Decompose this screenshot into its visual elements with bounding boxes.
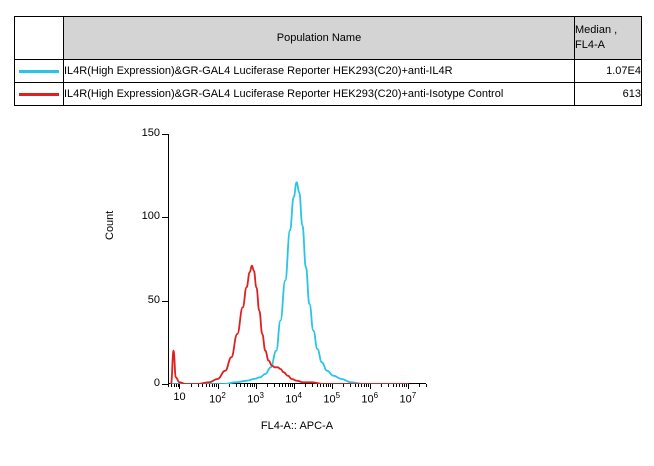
x-minor-tick-mark bbox=[240, 384, 241, 387]
x-minor-tick-mark bbox=[317, 384, 318, 387]
x-minor-tick-mark bbox=[350, 384, 351, 387]
x-minor-tick-mark bbox=[388, 384, 389, 387]
x-minor-tick-mark bbox=[247, 384, 248, 387]
x-minor-tick-mark bbox=[366, 384, 367, 387]
table-row[interactable] bbox=[15, 60, 642, 83]
legend-header-swatch bbox=[15, 17, 64, 60]
x-minor-tick-mark bbox=[218, 384, 219, 389]
legend-header-population-name: Population Name bbox=[64, 17, 575, 60]
x-minor-tick-mark bbox=[191, 384, 192, 387]
x-minor-tick-mark bbox=[179, 384, 180, 389]
x-minor-tick-mark bbox=[404, 384, 405, 387]
x-minor-tick-mark bbox=[408, 384, 409, 389]
y-tick-label: 100 bbox=[141, 210, 160, 223]
x-minor-tick-mark bbox=[202, 384, 203, 387]
x-minor-tick-mark bbox=[399, 384, 400, 387]
x-minor-tick-mark bbox=[402, 384, 403, 387]
x-tick-label: $10^7$ bbox=[399, 391, 417, 406]
x-minor-tick-mark bbox=[198, 384, 199, 387]
legend-header-median bbox=[575, 17, 642, 60]
x-minor-tick-mark bbox=[229, 384, 230, 387]
legend-color-swatch-cyan bbox=[15, 60, 64, 83]
x-minor-tick-mark bbox=[206, 384, 207, 387]
x-minor-tick-mark bbox=[174, 384, 175, 387]
x-minor-tick-mark bbox=[370, 384, 371, 389]
x-minor-tick-mark bbox=[290, 384, 291, 387]
series-curve-isotype-control bbox=[171, 266, 408, 384]
x-minor-tick-mark bbox=[326, 384, 327, 387]
x-minor-tick-mark bbox=[236, 384, 237, 387]
x-minor-tick-mark bbox=[285, 384, 286, 387]
x-minor-tick-mark bbox=[256, 384, 257, 389]
x-tick-label: $10^3$ bbox=[247, 391, 264, 406]
legend-header-row bbox=[15, 17, 642, 60]
x-minor-tick-mark bbox=[426, 384, 427, 387]
x-minor-tick-mark bbox=[288, 384, 289, 387]
x-tick-label: $10^4$ bbox=[285, 391, 302, 406]
x-minor-tick-mark bbox=[396, 384, 397, 387]
x-minor-tick-mark bbox=[171, 384, 172, 387]
histogram-plot bbox=[0, 120, 654, 466]
population-legend-table bbox=[14, 16, 642, 106]
x-minor-tick-mark bbox=[323, 384, 324, 387]
x-minor-tick-mark bbox=[294, 384, 295, 389]
population-name-cell: IL4R(High Expression)&GR-GAL4 Luciferase Reporter HEK293(C20)+anti-Isotype Control bbox=[64, 83, 575, 106]
x-minor-tick-mark bbox=[419, 384, 420, 387]
x-minor-tick-mark bbox=[364, 384, 365, 387]
legend-color-swatch-red bbox=[15, 83, 64, 106]
x-minor-tick-mark bbox=[381, 384, 382, 387]
x-minor-tick-mark bbox=[168, 384, 169, 387]
x-minor-tick-mark bbox=[320, 384, 321, 387]
x-minor-tick-mark bbox=[305, 384, 306, 387]
legend-header-median-line2: FL4-A bbox=[575, 39, 605, 51]
y-tick-label: 150 bbox=[141, 127, 160, 139]
swatch-line-icon bbox=[19, 93, 59, 96]
y-axis-title: Count bbox=[104, 210, 116, 240]
x-minor-tick-mark bbox=[250, 384, 251, 387]
x-tick-label: $10^2$ bbox=[209, 391, 226, 406]
x-minor-tick-mark bbox=[252, 384, 253, 387]
x-minor-tick-mark bbox=[267, 384, 268, 387]
histogram-curves bbox=[168, 134, 426, 384]
x-minor-tick-mark bbox=[244, 384, 245, 387]
y-tick-label: 50 bbox=[147, 293, 160, 306]
x-tick-label: $10^6$ bbox=[361, 391, 379, 406]
x-minor-tick-mark bbox=[328, 384, 329, 387]
x-minor-tick-mark bbox=[393, 384, 394, 387]
x-minor-tick-mark bbox=[209, 384, 210, 387]
x-minor-tick-mark bbox=[214, 384, 215, 387]
x-minor-tick-mark bbox=[343, 384, 344, 387]
x-minor-tick-mark bbox=[358, 384, 359, 387]
x-minor-tick-mark bbox=[279, 384, 280, 387]
x-minor-tick-mark bbox=[312, 384, 313, 387]
x-tick-label: 10 bbox=[173, 391, 186, 403]
x-axis-title: FL4-A:: APC-A bbox=[260, 420, 334, 432]
x-tick-label: $10^5$ bbox=[323, 391, 341, 406]
x-minor-tick-mark bbox=[274, 384, 275, 387]
x-minor-tick-mark bbox=[176, 384, 177, 387]
median-value-cell: 1.07E4 bbox=[575, 60, 642, 83]
x-minor-tick-mark bbox=[282, 384, 283, 387]
table-row[interactable] bbox=[15, 83, 642, 106]
swatch-line-icon bbox=[19, 70, 59, 73]
median-value-cell: 613 bbox=[575, 83, 642, 106]
x-minor-tick-mark bbox=[332, 384, 333, 389]
legend-header-median-line1: Median , bbox=[575, 24, 618, 36]
series-curve-anti-il4r bbox=[171, 182, 408, 384]
population-name-cell: IL4R(High Expression)&GR-GAL4 Luciferase Reporter HEK293(C20)+anti-IL4R bbox=[64, 60, 575, 83]
x-minor-tick-mark bbox=[361, 384, 362, 387]
y-tick-label: 0 bbox=[153, 377, 160, 389]
x-minor-tick-mark bbox=[355, 384, 356, 387]
x-minor-tick-mark bbox=[212, 384, 213, 387]
